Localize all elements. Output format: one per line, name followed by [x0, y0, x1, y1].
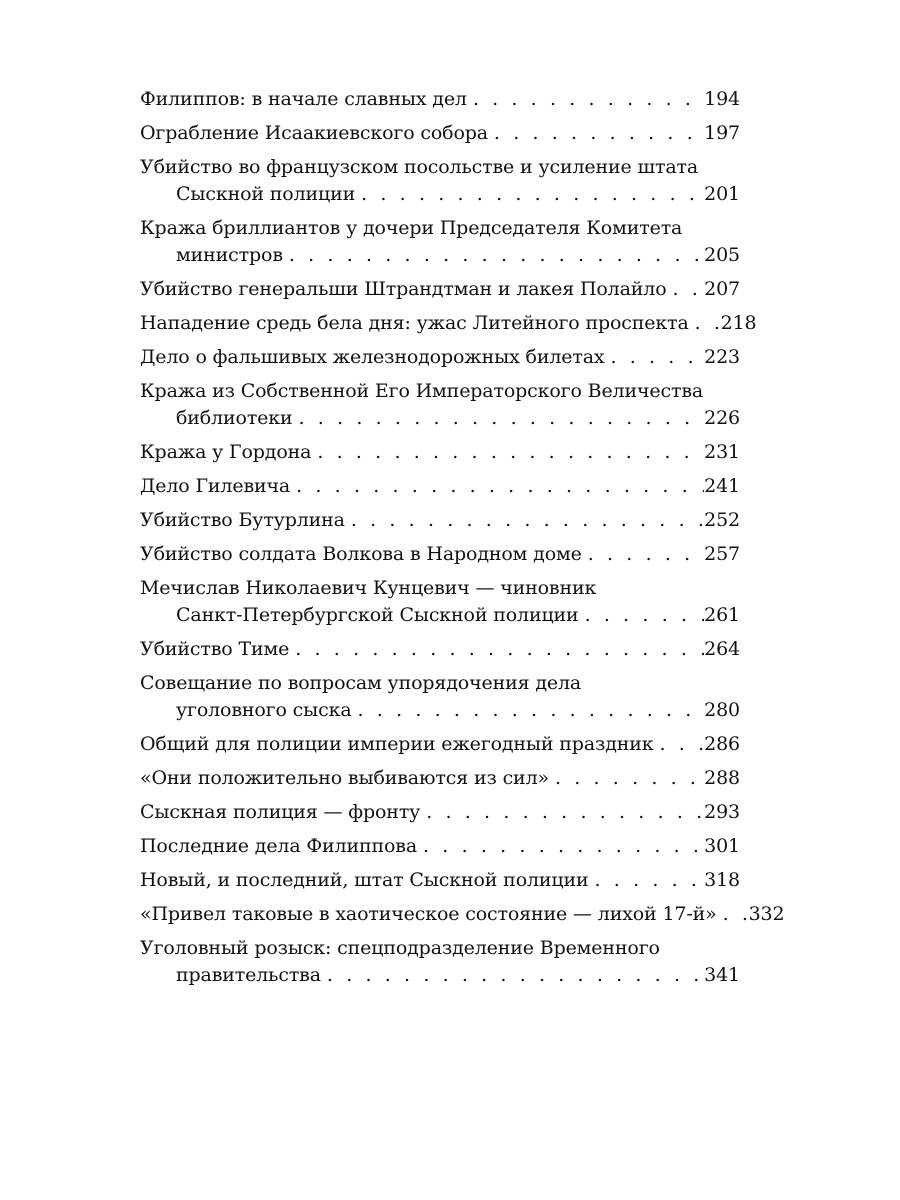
toc-entry-title-line: Мечислав Николаевич Кунцевич — чиновник: [140, 577, 597, 599]
toc-entry-page-number: 194: [704, 88, 740, 110]
toc-entry-page-number: 341: [704, 964, 740, 986]
dot-leader: [311, 439, 704, 466]
dot-leader: [293, 405, 705, 432]
toc-entry-row: [140, 276, 740, 303]
dot-leader: [589, 867, 705, 894]
toc-entry-page-number: 226: [704, 407, 740, 429]
toc-entry: [140, 120, 740, 147]
dot-leader: [420, 799, 704, 826]
dot-leader: [689, 310, 721, 337]
toc-entry-title-line: Сыскная полиция — фронту: [140, 801, 421, 823]
toc-entry: [140, 765, 740, 792]
toc-entry-page-number: 261: [704, 604, 740, 626]
toc-entry-row: [140, 962, 740, 989]
toc-entry: [140, 215, 740, 269]
toc-entry: [140, 935, 740, 989]
toc-entry: [140, 473, 740, 500]
toc-entry-row: [140, 473, 740, 500]
dot-leader: [467, 86, 704, 113]
toc-entry-row: [140, 86, 740, 113]
dot-leader: [549, 765, 704, 792]
toc-entry-page-number: 201: [704, 183, 740, 205]
dot-leader: [283, 242, 704, 269]
toc-entry-row: [140, 602, 740, 629]
toc-entry-title-line: Филиппов: в начале славных дел: [140, 88, 467, 110]
toc-entry-page-number: 288: [704, 767, 740, 789]
toc-entry-page-number: 231: [704, 441, 740, 463]
toc-entry-page-number: 332: [748, 903, 785, 925]
dot-leader: [345, 507, 704, 534]
toc-entry-title-line: Последние дела Филиппова: [140, 835, 418, 857]
toc-entry: [140, 867, 740, 894]
toc-entry-row: [140, 439, 740, 466]
toc-entry-title-line: Общий для полиции империи ежегодный праздник: [140, 733, 654, 755]
toc-entry-page-number: 223: [704, 346, 740, 368]
toc-entry-title-line: министров: [176, 244, 283, 266]
dot-leader: [667, 276, 705, 303]
toc-entry-page-number: 207: [704, 278, 740, 300]
toc-entry: [140, 154, 740, 208]
toc-entry-row: [140, 344, 740, 371]
toc-entry: [140, 731, 740, 758]
toc-entry-page-number: 301: [704, 835, 740, 857]
toc-entry: [140, 575, 740, 629]
toc-entry-title-line: Новый, и последний, штат Сыскной полиции: [140, 869, 589, 891]
toc-entry-title-line: Совещание по вопросам упорядочения дела: [140, 672, 582, 694]
toc-entry-page-number: 197: [704, 122, 740, 144]
dot-leader: [579, 602, 705, 629]
toc-entry: [140, 439, 740, 466]
toc-entry-page-number: 241: [704, 475, 740, 497]
toc-entry-row: [140, 731, 740, 758]
toc-entry-title-line: правительства: [176, 964, 321, 986]
dot-leader: [717, 901, 749, 928]
toc-entry-title-line: Сыскной полиции: [176, 183, 356, 205]
toc-entry-row: [140, 833, 740, 860]
toc-entry-title-line: Дело Гилевича: [140, 475, 291, 497]
toc-entry: [140, 310, 757, 337]
toc-entry-title-line: Убийство Бутурлина: [140, 509, 345, 531]
toc-entry: [140, 276, 740, 303]
toc-entry-row: [140, 181, 740, 208]
toc-entry-page-number: 318: [704, 869, 740, 891]
toc-entry-page-number: 264: [704, 638, 740, 660]
toc-entry-title-line: Дело о фальшивых железнодорожных билетах: [140, 346, 605, 368]
dot-leader: [654, 731, 705, 758]
toc-entry-title-line: Кража бриллиантов у дочери Председателя Комитета: [140, 217, 683, 239]
toc-entry-row: [140, 405, 740, 432]
toc-entry-title-line: Нападение средь бела дня: ужас Литейного проспекта: [140, 312, 689, 334]
toc-entry: [140, 344, 740, 371]
toc-entry: [140, 541, 740, 568]
dot-leader: [604, 344, 704, 371]
toc-entry: [140, 901, 785, 928]
toc-entry-title-line: Убийство солдата Волкова в Народном доме: [140, 543, 582, 565]
dot-leader: [488, 120, 704, 147]
dot-leader: [355, 181, 704, 208]
toc-entry-page-number: 280: [704, 699, 740, 721]
toc-entry-title-line: Уголовный розыск: спецподразделение Временного: [140, 937, 660, 959]
toc-entry-page-number: 205: [704, 244, 740, 266]
toc-entry-page-number: 286: [704, 733, 740, 755]
dot-leader: [582, 541, 704, 568]
toc-entry-page-number: 252: [704, 509, 740, 531]
toc-entry-title-line: «Они положительно выбиваются из сил»: [140, 767, 549, 789]
toc-entry-page-number: 218: [720, 312, 757, 334]
toc-entry-title-line: Убийство Тиме: [140, 638, 290, 660]
toc-entry: [140, 86, 740, 113]
toc-entry-title-line: Убийство генеральши Штрандтман и лакея Полайло: [140, 278, 667, 300]
toc-entry-title-line: Ограбление Исаакиевского собора: [140, 122, 488, 144]
toc-entry-page-number: 293: [704, 801, 740, 823]
toc-entry-title-line: Кража из Собственной Его Императорского Величества: [140, 380, 704, 402]
toc-entry-row: [140, 541, 740, 568]
dot-leader: [289, 636, 704, 663]
toc-entry: [140, 507, 740, 534]
toc-entry-row: [140, 765, 740, 792]
toc-entry-title-line: Санкт-Петербургской Сыскной полиции: [176, 604, 579, 626]
toc-entry: [140, 378, 740, 432]
toc-entry-row: [140, 697, 740, 724]
dot-leader: [321, 962, 704, 989]
toc-entry-title-line: Убийство во французском посольстве и усиление штата: [140, 156, 699, 178]
toc-entry-row: [140, 120, 740, 147]
toc-entry: [140, 636, 740, 663]
toc-entry-row: [140, 867, 740, 894]
table-of-contents: [140, 86, 785, 996]
toc-entry-page-number: 257: [704, 543, 740, 565]
toc-entry-row: [140, 242, 740, 269]
toc-entry-title-line: уголовного сыска: [176, 699, 352, 721]
dot-leader: [417, 833, 704, 860]
toc-entry-title-line: Кража у Гордона: [140, 441, 312, 463]
dot-leader: [352, 697, 705, 724]
toc-entry: [140, 799, 740, 826]
dot-leader: [290, 473, 704, 500]
toc-entry-row: [140, 310, 757, 337]
toc-entry-title-line: «Привел таковые в хаотическое состояние — лихой 17-й»: [140, 903, 717, 925]
toc-entry-row: [140, 636, 740, 663]
toc-entry-row: [140, 507, 740, 534]
toc-entry-row: [140, 901, 785, 928]
toc-entry-title-line: библиотеки: [176, 407, 293, 429]
toc-entry: [140, 833, 740, 860]
toc-entry: [140, 670, 740, 724]
toc-entry-row: [140, 799, 740, 826]
